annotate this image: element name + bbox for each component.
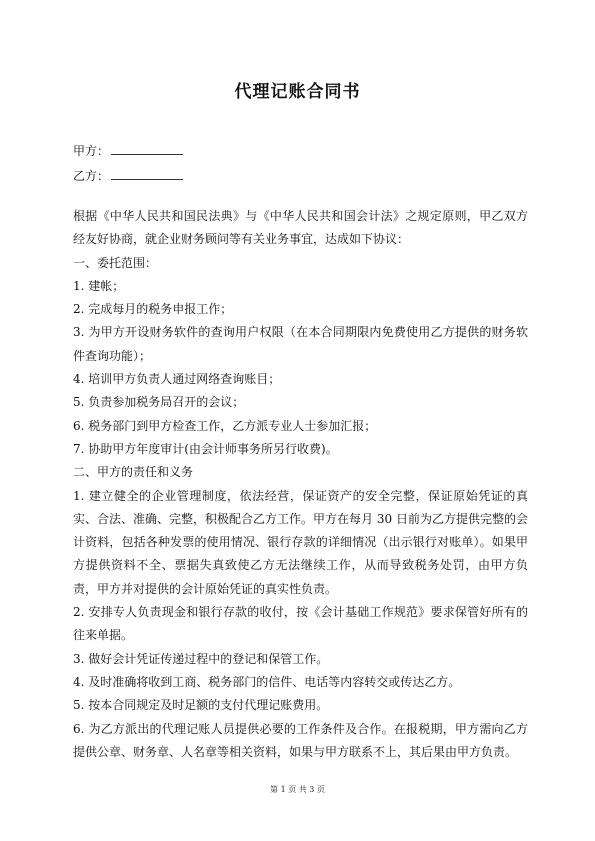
party-a-blank	[111, 142, 183, 155]
list-item: 6. 为乙方派出的代理记账人员提供必要的工作条件及合作。在报税期，甲方需向乙方提供公章、财务章、人名章等相关资料，如果与甲方联系不上，其后果由甲方负责。	[73, 721, 528, 759]
list-item: 6. 税务部门到甲方检查工作，乙方派专业人士参加汇报；	[73, 418, 377, 433]
party-b-blank	[111, 167, 183, 180]
page-footer: 第 1 页 共 3 页	[270, 785, 325, 794]
party-a-line	[73, 142, 183, 159]
paragraph: 根据《中华人民共和国民法典》与《中华人民共和国会计法》之规定原则，甲乙双方经友好协商，就企业财务顾问等有关业务事宜，达成如下协议：	[73, 209, 528, 247]
list-item: 5. 按本合同规定及时足额的支付代理记账费用。	[73, 698, 329, 713]
list-item: 5. 负责参加税务局召开的会议；	[73, 395, 245, 410]
party-b-label: 乙方：	[73, 169, 110, 183]
list-item: 1. 建立健全的企业管理制度，依法经营，保证资产的安全完整，保证原始凭证的真实、合法、准确、完整，积极配合乙方工作。甲方在每月 30 日前为乙方提供完整的会计资料，包括各种发票的使用情况、银行存款的详细情况（出示银行对账单）。如果甲方提供资料不全、票据失真致使乙方无法继续工作，从而导致税务处罚，由甲方负责，甲方并对提供的会计原始凭证的真实性负责。	[73, 488, 528, 596]
list-item: 4. 及时准确将收到工商、税务部门的信件、电话等内容转交或传达乙方。	[73, 674, 461, 689]
list-item: 3. 做好会计凭证传递过程中的登记和保管工作。	[73, 651, 329, 666]
party-a-label: 甲方：	[73, 144, 110, 158]
list-item: 7. 协助甲方年度审计(由会计师事务所另行收费)。	[73, 441, 338, 456]
section-heading: 一、委托范围：	[73, 255, 158, 270]
list-item: 4. 培训甲方负责人通过网络查询账目；	[73, 372, 281, 387]
document-title: 代理记账合同书	[234, 82, 361, 102]
list-item: 3. 为甲方开设财务软件的查询用户权限（在本合同期限内免费使用乙方提供的财务软件查询功能）；	[73, 325, 528, 363]
list-item: 2. 完成每月的税务申报工作；	[73, 302, 233, 317]
list-item: 1. 建帐；	[73, 278, 125, 293]
document-body	[73, 205, 528, 764]
party-b-line	[73, 167, 183, 184]
section-heading: 二、甲方的责任和义务	[73, 465, 194, 480]
list-item: 2. 安排专人负责现金和银行存款的收付，按《会计基础工作规范》要求保管好所有的往来单据。	[73, 605, 528, 643]
